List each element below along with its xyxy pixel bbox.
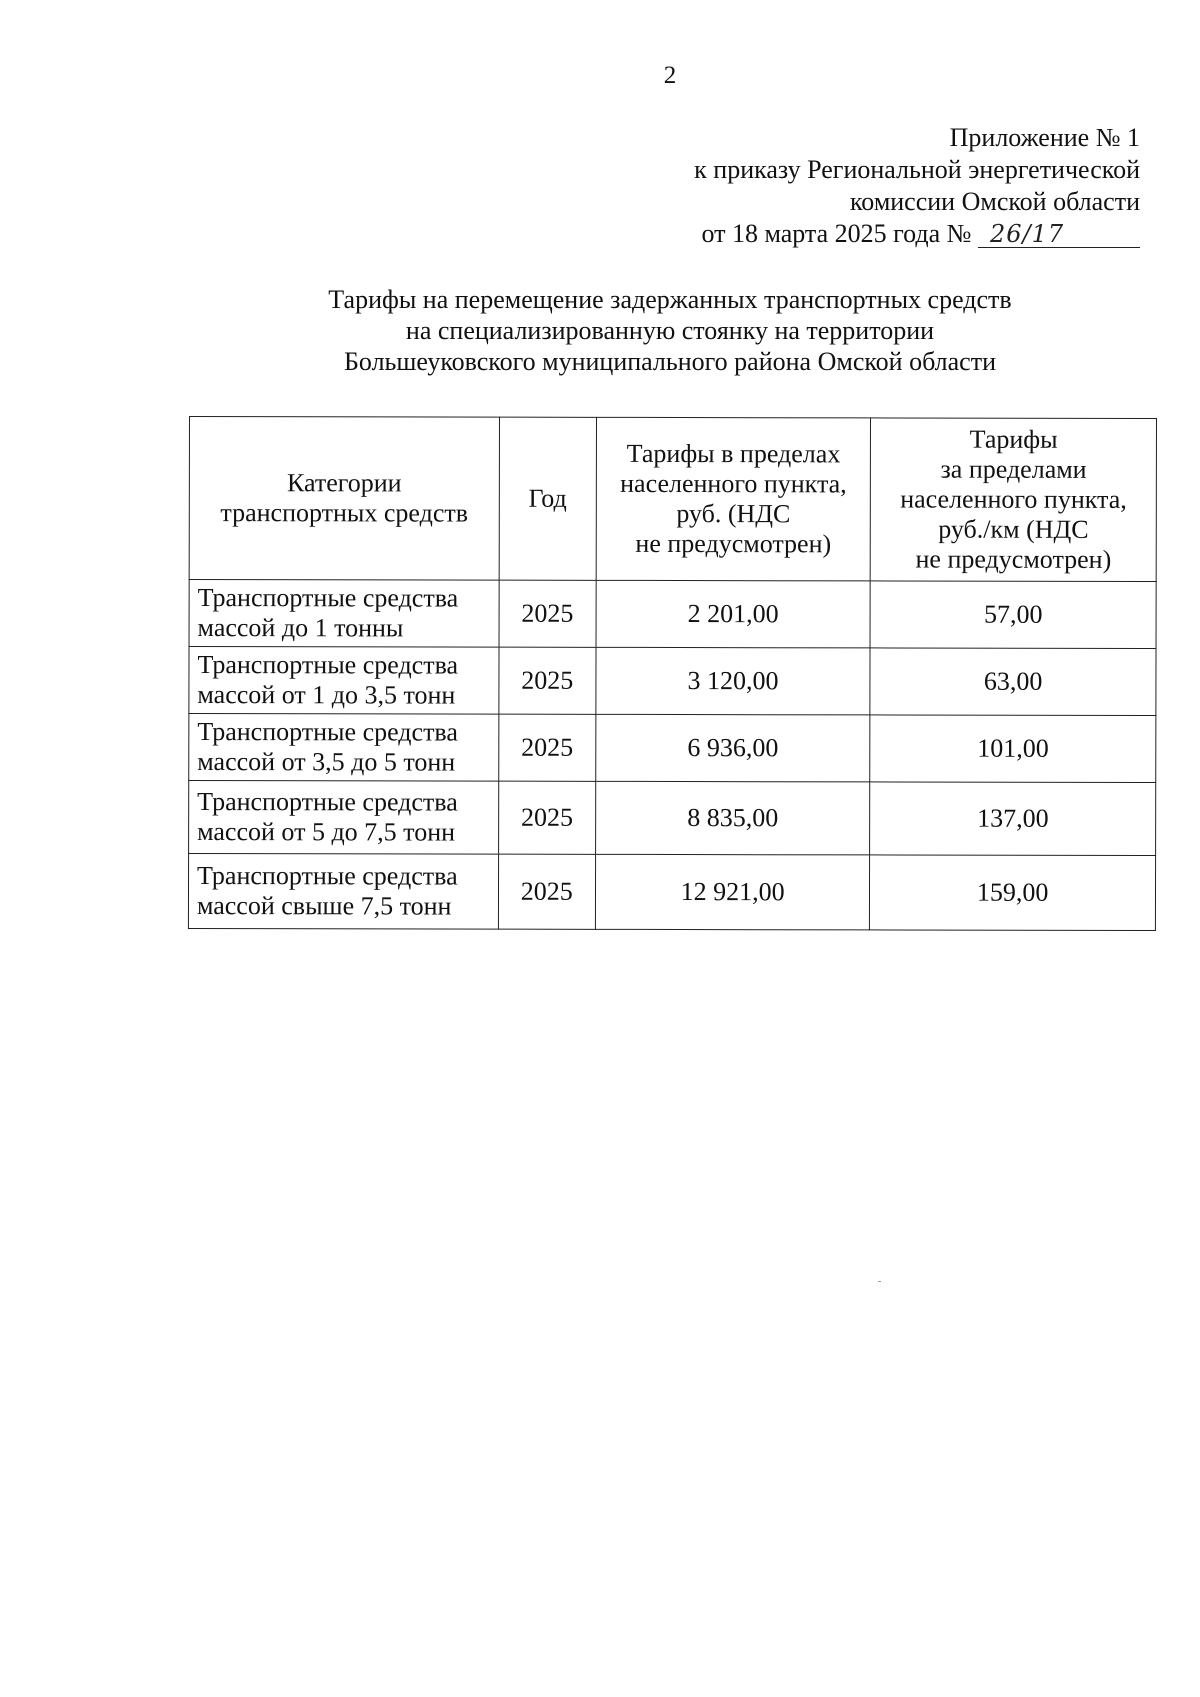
appendix-line-1: Приложение № 1	[949, 123, 1140, 152]
header-year-line: Год	[528, 483, 567, 513]
cell-category-line: Транспортные средства	[197, 717, 458, 747]
header-category	[189, 417, 499, 581]
document-title	[190, 284, 1150, 377]
page-number: 2	[663, 62, 677, 89]
appendix-date-prefix: от 18 марта 2025 года №	[701, 219, 972, 248]
table-row	[189, 580, 1156, 649]
cell-inside-tariff: 2 201,00	[596, 580, 871, 648]
title-line-2: на специализированную стоянку на территории	[405, 316, 935, 345]
appendix-line-3: комиссии Омской области	[850, 187, 1140, 216]
cell-category-line: Транспортные средства	[197, 787, 458, 817]
cell-year: 2025	[499, 714, 596, 781]
cell-category	[189, 714, 499, 782]
cell-category	[189, 647, 499, 715]
cell-outside-tariff: 63,00	[870, 648, 1156, 716]
header-outside-line: за пределами	[940, 454, 1087, 484]
cell-inside-tariff: 12 921,00	[595, 854, 870, 930]
header-category-line: Категории	[286, 468, 402, 498]
cell-category-line: массой от 3,5 до 5 тонн	[197, 747, 456, 777]
table-row	[189, 647, 1156, 716]
cell-category-line: массой от 5 до 7,5 тонн	[197, 817, 456, 847]
cell-category	[188, 854, 498, 930]
header-outside-line: руб./км (НДС	[938, 514, 1089, 544]
cell-category-line: Транспортные средства	[197, 650, 459, 680]
cell-category-line: Транспортные средства	[197, 861, 458, 891]
order-number-handwritten: 26/17	[978, 221, 1140, 248]
table-header-row	[189, 417, 1156, 582]
header-outside-line: населенного пункта,	[900, 484, 1127, 514]
cell-category-line: массой свыше 7,5 тонн	[196, 891, 452, 921]
appendix-line-2: к приказу Региональной энергетической	[694, 155, 1140, 184]
cell-outside-tariff: 159,00	[870, 855, 1156, 931]
header-outside-line: не предусмотрен)	[915, 544, 1112, 574]
header-inside	[596, 417, 871, 581]
table-row	[188, 854, 1155, 931]
header-year	[499, 417, 596, 580]
table-row	[189, 781, 1156, 856]
cell-category-line: Транспортные средства	[197, 583, 459, 613]
cell-year: 2025	[499, 580, 596, 647]
title-line-1: Тарифы на перемещение задержанных транспортных средств	[328, 285, 1012, 314]
cell-category-line: массой до 1 тонны	[197, 613, 404, 643]
header-inside-line: населенного пункта,	[620, 468, 847, 499]
cell-inside-tariff: 3 120,00	[596, 647, 871, 715]
scan-speck	[878, 1281, 881, 1282]
cell-year: 2025	[498, 781, 595, 854]
cell-outside-tariff: 137,00	[870, 782, 1156, 856]
header-outside-line: Тарифы	[969, 424, 1058, 454]
cell-inside-tariff: 8 835,00	[595, 781, 870, 855]
header-inside-line: руб. (НДС	[676, 499, 791, 529]
header-category-line: транспортных средств	[220, 498, 469, 528]
title-line-3: Большеуковского муниципального района Омской области	[343, 347, 996, 376]
cell-category	[189, 580, 499, 648]
cell-inside-tariff: 6 936,00	[596, 714, 871, 782]
appendix-block	[540, 122, 1140, 250]
cell-year: 2025	[499, 647, 596, 714]
table-row	[189, 714, 1156, 783]
tariffs-table	[188, 416, 1157, 931]
header-inside-line: не предусмотрен)	[635, 528, 832, 559]
appendix-date-line	[540, 218, 1140, 250]
cell-outside-tariff: 57,00	[870, 581, 1156, 649]
cell-outside-tariff: 101,00	[870, 715, 1156, 783]
header-inside-line: Тарифы в пределах	[626, 438, 841, 469]
header-outside	[871, 418, 1157, 582]
cell-year: 2025	[498, 854, 595, 929]
cell-category	[189, 781, 499, 855]
cell-category-line: массой от 1 до 3,5 тонн	[197, 680, 456, 710]
